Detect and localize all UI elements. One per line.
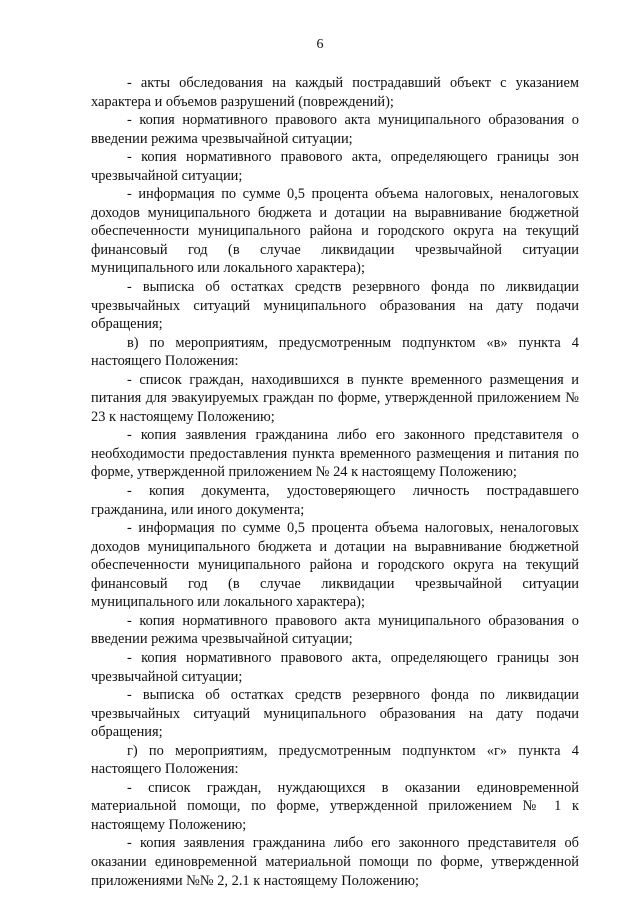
list-item: - копия заявления гражданина либо его законного представителя об оказании единовременной материальной помощи по форме, утвержденной приложениями №№ 2, 2.1 к настоящему Положению;	[91, 835, 579, 889]
list-item: - копия документа, удостоверяющего личность пострадавшего гражданина, или иного документа;	[91, 483, 579, 518]
document-body	[91, 74, 579, 890]
list-item: - информация по сумме 0,5 процента объема налоговых, неналоговых доходов муниципального бюджета и дотации на выравнивание бюджетной обеспеченности муниципального района и городского округа на текущий финансовый год (в случае ликвидации чрезвычайной ситуации муниципального или локального характера);	[91, 520, 579, 611]
list-item: - выписка об остатках средств резервного фонда по ликвидации чрезвычайных ситуаций муниципального образования на дату подачи обращения;	[91, 279, 579, 333]
page-number: 6	[316, 37, 324, 52]
list-item: - выписка об остатках средств резервного фонда по ликвидации чрезвычайных ситуаций муниципального образования на дату подачи обращения;	[91, 687, 579, 741]
list-item: - список граждан, находившихся в пункте временного размещения и питания для эвакуируемых граждан по форме, утвержденной приложением № 23 к настоящему Положению;	[91, 371, 579, 425]
section-heading: в) по мероприятиям, предусмотренным подпунктом «в» пункта 4 настоящего Положения:	[91, 334, 579, 370]
list-item: - копия нормативного правового акта муниципального образования о введении режима чрезвычайной ситуации;	[91, 612, 579, 648]
list-item: - копия нормативного правового акта муниципального образования о введении режима чрезвычайной ситуации;	[91, 112, 579, 147]
list-item: - копия нормативного правового акта, определяющего границы зон чрезвычайной ситуации;	[91, 149, 579, 184]
list-item: - список граждан, нуждающихся в оказании единовременной материальной помощи, по форме, утвержденной приложением № 1 к настоящему Положению;	[91, 779, 579, 833]
list-item: - информация по сумме 0,5 процента объема налоговых, неналоговых доходов муниципального бюджета и дотации на выравнивание бюджетной обеспеченности муниципального района и городского округа на текущий финансовый год (в случае ликвидации чрезвычайной ситуации муниципального или локального характера);	[91, 186, 579, 277]
section-heading: г) по мероприятиям, предусмотренным подпунктом «г» пункта 4 настоящего Положения:	[91, 742, 579, 778]
list-item: - копия заявления гражданина либо его законного представителя о необходимости предоставления пункта временного размещения и питания по форме, утвержденной приложением № 24 к настоящему Положению;	[91, 427, 579, 481]
list-item: - копия нормативного правового акта, определяющего границы зон чрезвычайной ситуации;	[91, 649, 579, 685]
list-item: - акты обследования на каждый пострадавший объект с указанием характера и объемов разрушений (повреждений);	[91, 75, 579, 110]
